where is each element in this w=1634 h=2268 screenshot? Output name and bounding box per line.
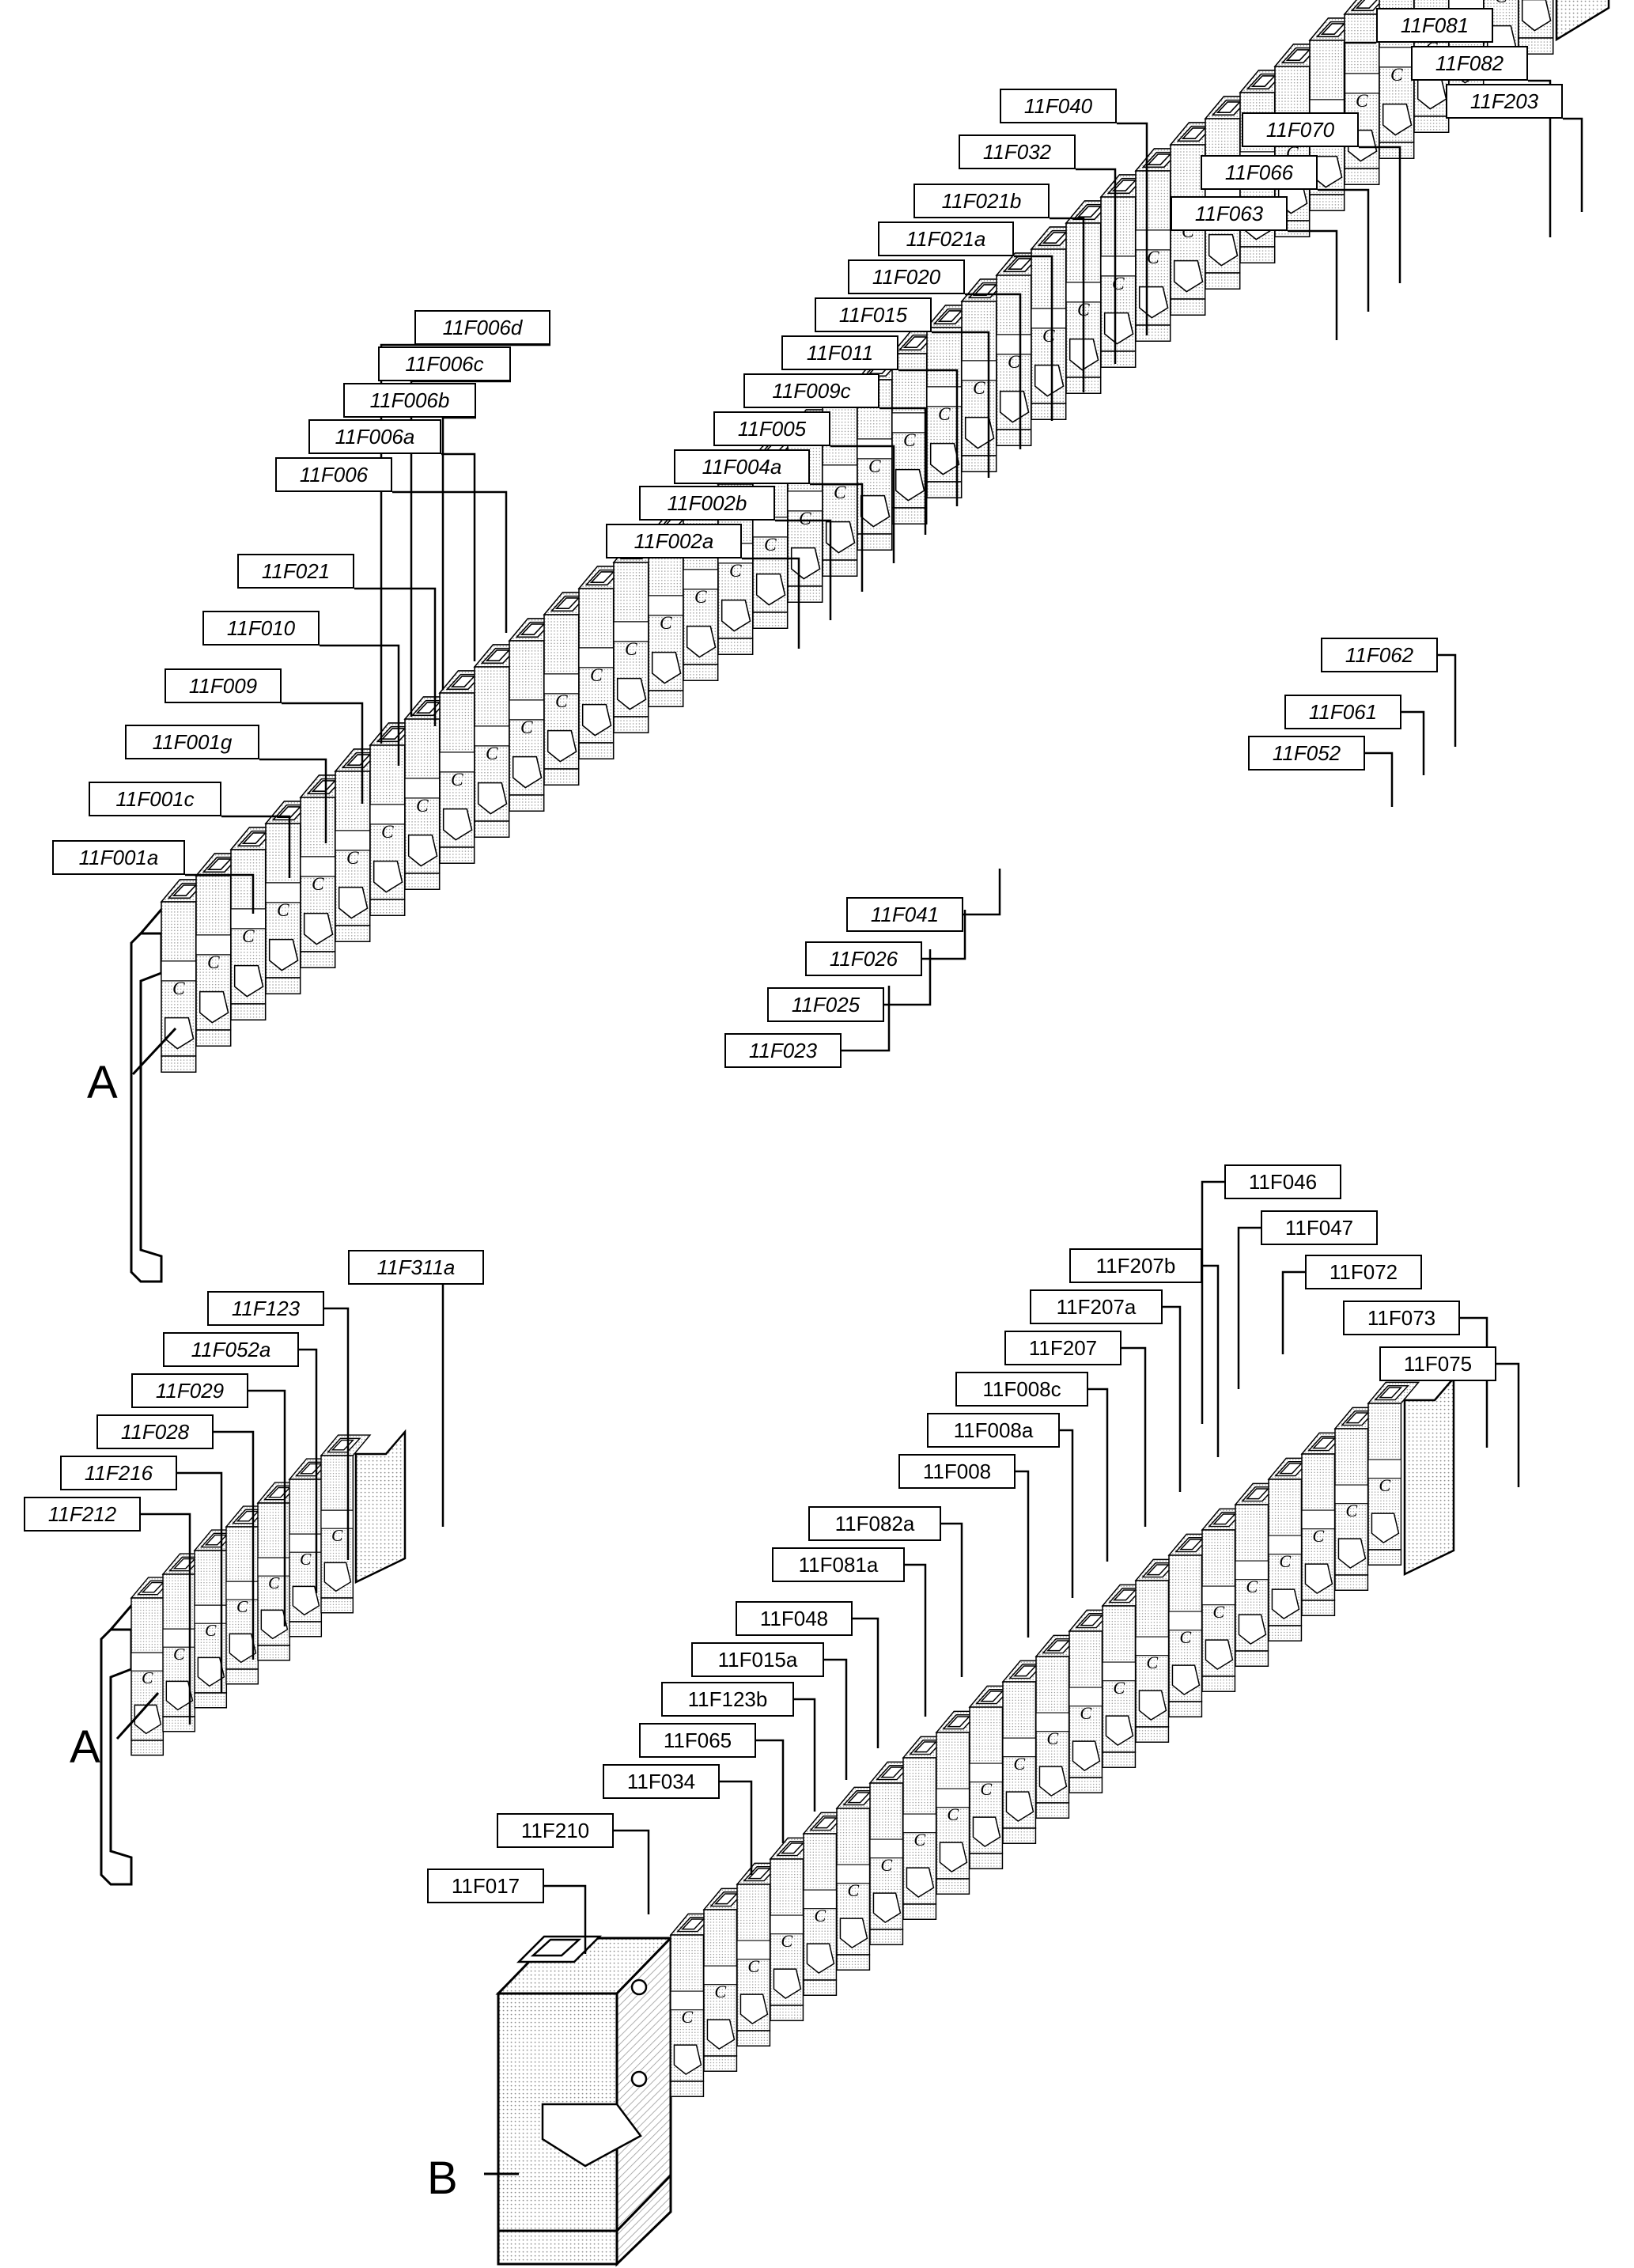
callout-11f123: 11F123 — [207, 1291, 324, 1326]
section-letter-a-1: A — [70, 1721, 100, 1773]
callout-11f207a: 11F207a — [1030, 1289, 1163, 1324]
callout-11f052a: 11F052a — [163, 1332, 299, 1367]
callout-11f023: 11F023 — [724, 1033, 842, 1068]
callout-11f001c: 11F001c — [89, 782, 221, 816]
callout-11f028: 11F028 — [96, 1414, 214, 1449]
callout-11f009: 11F009 — [165, 668, 282, 703]
callout-11f001a: 11F001a — [52, 840, 185, 875]
callout-11f203: 11F203 — [1446, 84, 1563, 119]
callout-11f212: 11F212 — [24, 1497, 141, 1532]
callout-11f207b: 11F207b — [1069, 1248, 1202, 1283]
section-letter-a-0: A — [87, 1057, 118, 1108]
callout-11f005: 11F005 — [713, 411, 830, 446]
callout-11f010: 11F010 — [202, 611, 320, 646]
callout-11f061: 11F061 — [1284, 695, 1401, 729]
callout-11f008a: 11F008a — [927, 1413, 1060, 1448]
callout-11f081a: 11F081a — [772, 1547, 905, 1582]
callout-11f021a: 11F021a — [878, 221, 1014, 256]
callout-11f065: 11F065 — [639, 1723, 756, 1758]
breaker-assembly-drawing: C — [0, 0, 1634, 2268]
callout-11f006: 11F006 — [275, 457, 392, 492]
callout-11f082: 11F082 — [1411, 46, 1528, 81]
callout-11f029: 11F029 — [131, 1373, 248, 1408]
callout-11f066: 11F066 — [1201, 155, 1318, 190]
callout-11f008: 11F008 — [898, 1454, 1016, 1489]
callout-11f004a: 11F004a — [674, 449, 810, 484]
callout-11f006b: 11F006b — [343, 383, 476, 418]
callout-11f210: 11F210 — [497, 1813, 614, 1848]
callout-11f072: 11F072 — [1305, 1255, 1422, 1289]
callout-11f070: 11F070 — [1242, 112, 1359, 147]
callout-11f216: 11F216 — [60, 1456, 177, 1490]
callout-11f082a: 11F082a — [808, 1506, 941, 1541]
callout-11f002a: 11F002a — [606, 524, 742, 558]
callout-11f011: 11F011 — [781, 335, 898, 370]
callout-11f123b: 11F123b — [661, 1682, 794, 1717]
callout-11f002b: 11F002b — [639, 486, 775, 521]
callout-11f021: 11F021 — [237, 554, 354, 589]
callout-11f075: 11F075 — [1379, 1346, 1496, 1381]
callout-11f009c: 11F009c — [743, 373, 879, 408]
callout-11f046: 11F046 — [1224, 1164, 1341, 1199]
callout-11f041: 11F041 — [846, 897, 963, 932]
callout-11f052: 11F052 — [1248, 736, 1365, 771]
callout-11f207: 11F207 — [1004, 1331, 1121, 1365]
callout-11f063: 11F063 — [1171, 196, 1288, 231]
callout-11f026: 11F026 — [805, 941, 922, 976]
callout-11f073: 11F073 — [1343, 1301, 1460, 1335]
callout-11f311a: 11F311a — [348, 1250, 484, 1285]
callout-11f034: 11F034 — [603, 1764, 720, 1799]
callout-11f047: 11F047 — [1261, 1210, 1378, 1245]
callout-11f017: 11F017 — [427, 1869, 544, 1903]
callout-11f032: 11F032 — [959, 134, 1076, 169]
section-letter-b-2: B — [427, 2153, 458, 2204]
callout-11f008c: 11F008c — [955, 1372, 1088, 1407]
callout-11f025: 11F025 — [767, 987, 884, 1022]
callout-11f020: 11F020 — [848, 259, 965, 294]
callout-11f006a: 11F006a — [308, 419, 441, 454]
callout-11f048: 11F048 — [736, 1601, 853, 1636]
callout-11f040: 11F040 — [1000, 89, 1117, 123]
callout-11f006c: 11F006c — [378, 346, 511, 381]
callout-11f015: 11F015 — [815, 297, 932, 332]
callout-11f081: 11F081 — [1376, 8, 1493, 43]
callout-11f001g: 11F001g — [125, 725, 259, 759]
callout-11f015a: 11F015a — [691, 1642, 824, 1677]
callout-11f006d: 11F006d — [414, 310, 550, 345]
callout-11f021b: 11F021b — [913, 184, 1050, 218]
callout-11f062: 11F062 — [1321, 638, 1438, 672]
